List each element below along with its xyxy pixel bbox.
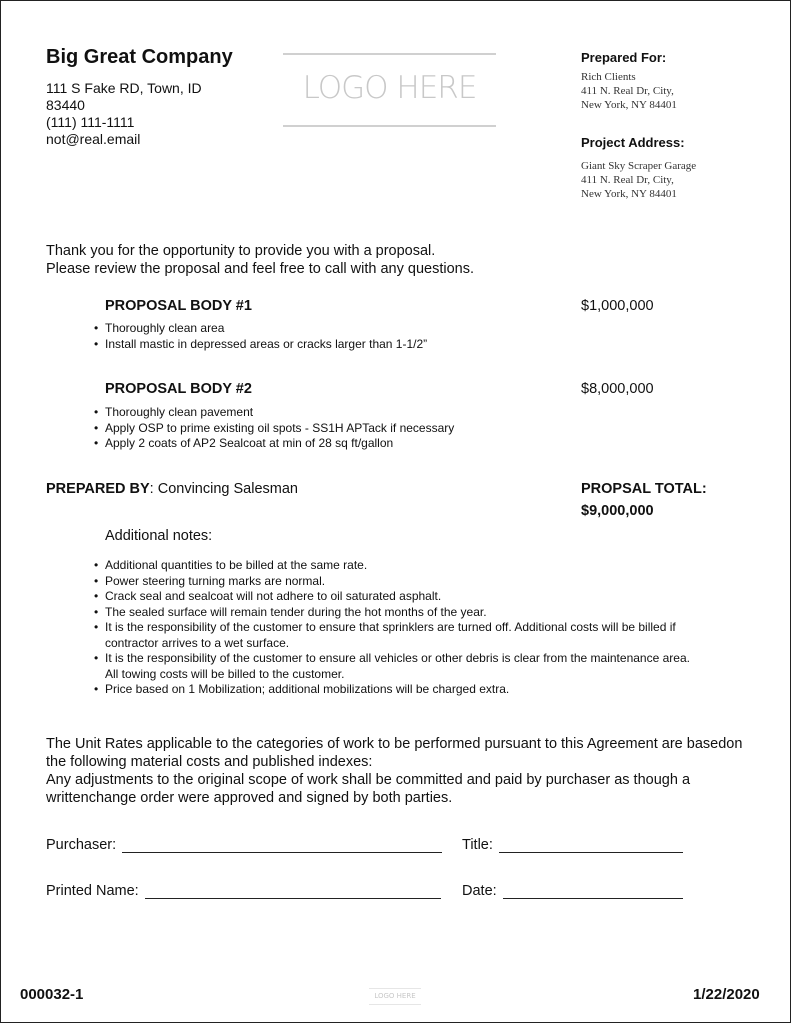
note-item: • The sealed surface will remain tender during the hot months of the year. <box>91 605 691 621</box>
list-item: • Thoroughly clean area <box>91 321 427 337</box>
prepared-by-label: PREPARED BY <box>46 481 150 497</box>
title-signature-field <box>462 837 683 853</box>
company-email: not@real.email <box>46 131 141 147</box>
note-item: • Price based on 1 Mobilization; additional mobilizations will be charged extra. <box>91 682 691 698</box>
printed-name-field <box>46 883 441 899</box>
prepared-for-details <box>581 70 677 112</box>
company-phone: (111) 111-1111 <box>46 114 135 130</box>
list-item: • Apply 2 coats of AP2 Sealcoat at min of 28 sq ft/gallon <box>91 436 454 452</box>
company-name: Big Great Company <box>46 46 233 68</box>
proposal-body-1-title: PROPOSAL BODY #1 <box>105 298 252 314</box>
note-item: • It is the responsibility of the customer to ensure all vehicles or other debris is clear from the maintenance area. All towing costs will be billed to the customer. <box>91 651 691 682</box>
prepared-by-separator: : <box>149 481 158 497</box>
prepared-by-name: Convincing Salesman <box>157 481 298 497</box>
proposal-body-2-title: PROPOSAL BODY #2 <box>105 381 252 397</box>
list-item: • Thoroughly clean pavement <box>91 405 454 421</box>
note-item: • It is the responsibility of the customer to ensure that sprinklers are turned off. Additional costs will be billed if contractor arrives to a wet surface. <box>91 620 691 651</box>
footer-logo-text: LOGO HERE <box>374 992 416 1000</box>
purchaser-signature-field <box>46 837 442 853</box>
terms-paragraph: The Unit Rates applicable to the categories of work to be performed pursuant to this Agreement are basedon the following material costs and published indexes: <box>46 736 743 770</box>
proposal-total <box>581 478 707 522</box>
proposal-body-1-items <box>91 321 427 352</box>
date-line[interactable] <box>503 884 683 899</box>
purchaser-signature-line[interactable] <box>122 838 442 853</box>
intro-line: Please review the proposal and feel free to call with any questions. <box>46 261 474 277</box>
printed-name-line[interactable] <box>145 884 441 899</box>
intro-line: Thank you for the opportunity to provide you with a proposal. <box>46 243 436 259</box>
note-item: • Power steering turning marks are normal. <box>91 574 691 590</box>
prepared-for-label: Prepared For: <box>581 50 667 65</box>
proposal-body-1-price: $1,000,000 <box>581 298 654 314</box>
intro-text <box>46 242 474 278</box>
prepared-for-line: Rich Clients <box>581 71 636 83</box>
project-address-line: New York, NY 84401 <box>581 188 677 200</box>
printed-name-label: Printed Name: <box>46 883 139 899</box>
document-date: 1/22/2020 <box>693 986 760 1003</box>
footer-logo-placeholder <box>369 988 421 1005</box>
prepared-for-line: 411 N. Real Dr, City, <box>581 85 674 97</box>
project-address-label: Project Address: <box>581 135 685 150</box>
date-field <box>462 883 683 899</box>
document-id: 000032-1 <box>20 986 84 1003</box>
company-address-line2: 83440 <box>46 97 85 113</box>
note-item: • Crack seal and sealcoat will not adhere to oil saturated asphalt. <box>91 589 691 605</box>
list-item: • Install mastic in depressed areas or cracks larger than 1-1/2” <box>91 337 427 353</box>
notes-title: Additional notes: <box>105 528 213 544</box>
project-address-details <box>581 159 696 201</box>
proposal-body-2-price: $8,000,000 <box>581 381 654 397</box>
title-label: Title: <box>462 837 493 853</box>
prepared-for-line: New York, NY 84401 <box>581 99 677 111</box>
logo-text: LOGO HERE <box>302 70 477 106</box>
proposal-body-2-items <box>91 405 454 452</box>
date-label: Date: <box>462 883 497 899</box>
prepared-by <box>46 481 298 497</box>
company-address-line1: 111 S Fake RD, Town, ID <box>46 80 202 96</box>
project-address-line: Giant Sky Scraper Garage <box>581 160 697 172</box>
proposal-total-label: PROPSAL TOTAL: <box>581 481 707 497</box>
list-item: • Apply OSP to prime existing oil spots - SS1H APTack if necessary <box>91 421 454 437</box>
note-item: • Additional quantities to be billed at the same rate. <box>91 558 691 574</box>
project-address-line: 411 N. Real Dr, City, <box>581 174 674 186</box>
terms-text <box>46 735 766 807</box>
title-signature-line[interactable] <box>499 838 683 853</box>
company-contact <box>46 80 202 148</box>
proposal-total-value: $9,000,000 <box>581 503 654 519</box>
notes-list <box>91 558 691 698</box>
terms-paragraph: Any adjustments to the original scope of work shall be committed and paid by purchaser as though a writtenchange order were approved and signed by both parties. <box>46 772 691 806</box>
purchaser-label: Purchaser: <box>46 837 117 853</box>
logo-placeholder <box>283 53 496 127</box>
